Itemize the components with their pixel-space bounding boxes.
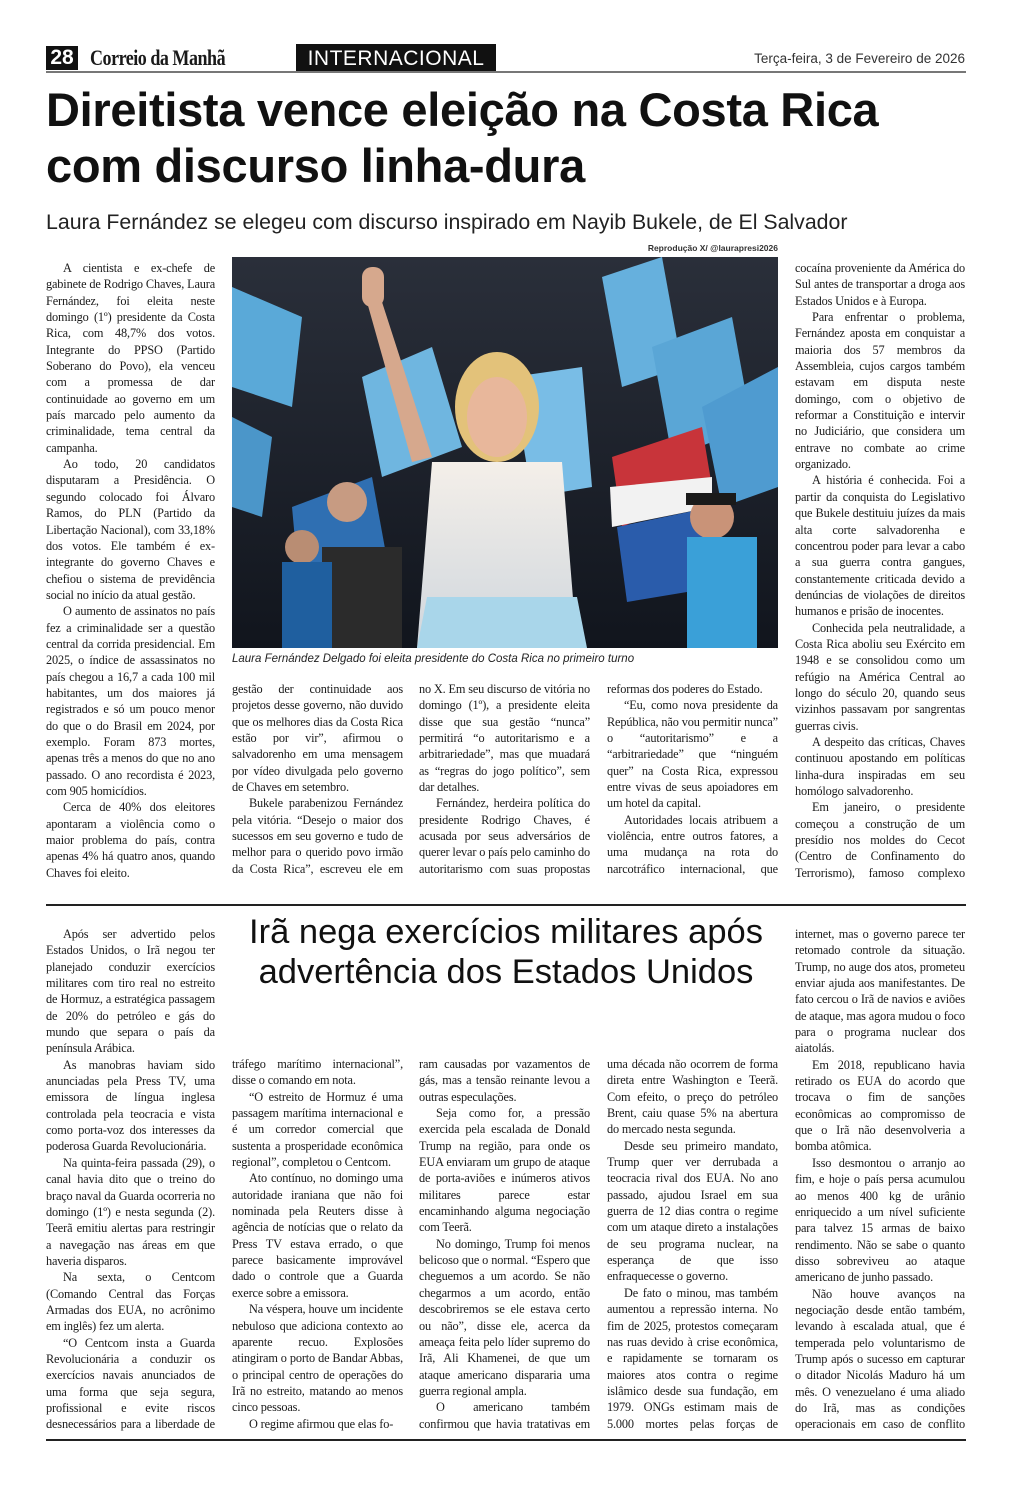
- article2-column-1: [46, 926, 215, 1432]
- article1-column-5: [795, 260, 965, 880]
- photo-caption: Laura Fernández Delgado foi eleita presidente do Costa Rica no primeiro turno: [232, 653, 635, 665]
- article-paragraph: A história é conhecida. Foi a partir da conquista do Legislativo que Bukele destituiu juízes da mais alta corte salvadorenha e concentrou poder para levar a cabo a sua guerra contra gangues, constantemente criticada devido a denúncias de violações de direitos humanos e prisão de inocentes.: [795, 473, 965, 619]
- article-paragraph: Não houve avanços na negociação desde então também, levando à escalada atual, que é temperada pelo voluntarismo de Trump após o sucesso em capturar o ditador Nicolás Maduro há um mês. O venezuelano é uma aliado do Irã, mas as condições operacionais em caso de conflito: [795, 1286, 965, 1432]
- article2-column-5: [795, 926, 965, 1434]
- article2-column-2: [232, 1056, 403, 1432]
- photo-credit: Reprodução X/ @laurapresi2026: [647, 243, 778, 253]
- article1-column-2: [232, 681, 403, 880]
- article-paragraph: reformas dos poderes do Estado.: [607, 682, 763, 696]
- article-paragraph: No domingo, Trump foi menos belicoso que o normal. “Espero que cheguemos a um acordo. Se não chegarmos a um acordo, então descobriremos se ele estava certo ou não”, disse ele, acerca da ameaça feita pelo líder supremo do Irã, Ali Khamenei, de que um ataque americano dispararia uma guerra regional ampla.: [419, 1236, 590, 1398]
- article-paragraph: Na quinta-feira passada (29), o canal havia dito que o treino do braço naval da Guarda ocorreria no domingo (1º) e nesta segunda (2). Teerã emitiu alertas para restringir a navegação nas áreas em que haveria disparos.: [46, 1155, 215, 1268]
- article-paragraph: Na véspera, houve um incidente nebuloso que adiciona contexto ao aparente recuo. Explosões atingiram o porto de Bandar Abbas, o principal centro de operações do Irã no estreito, matando ao menos cinco pessoas.: [232, 1302, 403, 1415]
- page-number: 28: [46, 46, 78, 70]
- article-headline: Direitista vence eleição na Costa Rica com discurso linha-dura: [46, 83, 879, 192]
- section-label: INTERNACIONAL: [296, 44, 496, 72]
- article-paragraph: Seja como for, a pressão exercida pela escalada de Donald Trump na região, para onde os EUA enviaram um grupo de ataque de porta-aviões e inúmeros ativos militares parece estar encaminhando alguma negociação com Teerã.: [419, 1106, 590, 1235]
- article-paragraph: Após ser advertido pelos Estados Unidos, o Irã negou ter planejado conduzir exercícios militares com tiro real no estreito de Hormuz, a estratégica passagem de 20% do petróleo e gás do mundo que separa o país da península Arábica.: [46, 927, 215, 1056]
- article-paragraph: cocaína proveniente da América do Sul antes de transportar a droga aos Estados Unidos e à Europa.: [795, 261, 965, 308]
- article-paragraph: ram causadas por vazamentos de gás, mas a tensão reinante levou a outras especulações.: [419, 1057, 590, 1104]
- article-paragraph: Em 2018, republicano havia retirado os EUA do acordo que trocava o fim de sanções econômicas ao compromisso de que o Irã não desenvolveria a bomba atômica.: [795, 1057, 965, 1154]
- article1-column-3: [419, 681, 590, 880]
- article-paragraph: A cientista e ex-chefe de gabinete de Rodrigo Chaves, Laura Fernández, foi eleita neste domingo (1º) presidente da Costa Rica, com 48,7% dos votos. Integrante do PPSO (Partido Soberano do Povo), ela venceu com a promessa de dar continuidade ao governo em um país marcado pelo aumento da criminalidade, tema central da campanha.: [46, 261, 215, 455]
- article-paragraph: gestão der continuidade aos projetos desse governo, não duvido que os melhores dias da Costa Rica estão por vir”, afirmou o salvadorenho em uma mensagem por vídeo divulgada pelo governo de Chaves em setembro.: [232, 682, 403, 795]
- issue-date: Terça-feira, 3 de Fevereiro de 2026: [754, 51, 965, 66]
- article-paragraph: Ao todo, 20 candidatos disputaram a Presidência. O segundo colocado foi Álvaro Ramos, do PLN (Partido da Libertação Nacional), com 33,18% dos votos. Ele também é ex-integrante do governo Chaves e chefiou o sistema de previdência social no início da atual gestão.: [46, 457, 215, 602]
- article-paragraph: uma década não ocorrem de forma direta entre Washington e Teerã. Com efeito, o preço do petróleo Brent, caiu quase 5% na abertura do mercado nesta segunda.: [607, 1057, 778, 1137]
- article-paragraph: Desde seu primeiro mandato, Trump quer ver derrubada a teocracia rival dos EUA. No ano passado, ajudou Israel em sua guerra de 12 dias contra o regime com um ataque direto a instalações de seu programa nuclear, na esperança de que isso enfraquecesse o governo.: [607, 1138, 778, 1284]
- article-paragraph: no X. Em seu discurso de vitória no domingo (1º), a presidente eleita disse que sua gestão “nunca” permitirá “o autoritarismo e a arbitrariedade”, mas que muadará as “regras do jogo político”, sem dar detalhes.: [419, 682, 590, 795]
- article-paragraph: Cerca de 40% dos eleitores apontaram a violência como o maior problema do país, contra apenas 4% há quatro anos, quando Chaves foi eleito.: [46, 800, 215, 880]
- article-paragraph: O aumento de assinatos no país fez a criminalidade ser a questão central da corrida presidencial. Em 2025, o índice de assassinatos no país chegou a 16,7 a cada 100 mil habitantes, um dos maiores já registrados e só um pouco menor do que o do Brasil em 2024, por exemplo. Foram 873 mortes, apenas três a menos do que no ano passado. O ano recordista é 2023, com 905 homicídios.: [46, 604, 215, 798]
- article-paragraph: Isso desmontou o arranjo ao fim, e hoje o país persa acumulou ao menos 400 kg de urânio enriquecido a um nível suficiente para talvez 15 armas de baixo rendimento. Não se sabe o quanto disso sobreviveu ao ataque americano de junho passado.: [795, 1155, 965, 1285]
- article-paragraph: Para enfrentar o problema, Fernández aposta em conquistar a maioria dos 57 membros da Assembleia, cujos cargos também estavam em disputa neste domingo, com o objetivo de reformar a Constituição e intervir no Judiciário, que considera um entrave no combate ao crime organizado.: [795, 310, 965, 472]
- article-paragraph: Em janeiro, o presidente começou a construção de um presídio nos moldes do Cecot (Centro de Confinamento do Terrorismo), famoso complexo: [795, 800, 965, 880]
- article-paragraph: Bukele parabenizou Fernández pela vitória. “Desejo o maior dos sucessos em seu governo e tudo de melhor para o querido povo irmão da Costa Rica”, escreveu ele em: [232, 796, 403, 876]
- article-paragraph: Fernández, herdeira política do presidente Rodrigo Chaves, é acusada por seus adversários de querer levar o país pelo caminho do autoritarismo com suas propostas: [419, 796, 590, 876]
- article-paragraph: tráfego marítimo internacional”, disse o comando em nota.: [232, 1057, 403, 1088]
- article2-headline: Irã nega exercícios militares após advertência dos Estados Unidos: [249, 913, 763, 991]
- article-paragraph: As manobras haviam sido anunciadas pela Press TV, uma emissora de língua inglesa controlada pela teocracia e vista como porta-voz dos interesses da poderosa Guarda Revolucionária.: [46, 1057, 215, 1154]
- article-paragraph: A despeito das críticas, Chaves continuou apostando em políticas linha-dura inspiradas em seu homólogo salvadorenho.: [795, 734, 965, 798]
- photo-illustration: [232, 257, 778, 648]
- article-paragraph: Autoridades locais atribuem a violência, entre outros fatores, a uma mudança na rota do narcotráfico internacional, que: [607, 812, 778, 876]
- article-photo: [232, 257, 778, 648]
- article2-column-4: [607, 1056, 778, 1432]
- article2-column-3: [419, 1056, 590, 1432]
- article-paragraph: “Eu, como nova presidente da República, não vou permitir nunca” o “autoritarismo” e a “arbitrariedade” que “ninguém quer” na Costa Rica, expressou entre vivas de seus apoiadores em um hotel da capital.: [607, 698, 778, 811]
- article-paragraph: Conhecida pela neutralidade, a Costa Rica aboliu seu Exército em 1948 e se consolidou como um refúgio na América Central ao longo do século 20, quando seus vizinhos passavam por sangrentas guerras civis.: [795, 620, 965, 733]
- article-divider: [46, 904, 966, 906]
- header-divider: [46, 71, 966, 73]
- article-paragraph: “O Centcom insta a Guarda Revolucionária a conduzir os exercícios navais anunciados de uma forma que seja segura, profissional e evite riscos desnecessários para a liberdade de: [46, 1335, 215, 1432]
- article-paragraph: O regime afirmou que elas fo-: [249, 1416, 394, 1431]
- article-paragraph: internet, mas o governo parece ter retomado controle da situação. Trump, no auge dos atos, prometeu enviar ajuda aos manifestantes. De fato cercou o Irã de navios e aviões de ataque, mas agora mudou o foco para o programa nuclear dos aiatolás.: [795, 927, 965, 1056]
- article1-column-4: [607, 681, 778, 880]
- newspaper-logo: Correio da Manhã: [90, 45, 226, 70]
- article-paragraph: De fato o minou, mas também aumentou a repressão interna. No fim de 2025, protestos começaram nas ruas devido à crise econômica, e rapidamente se tornaram os maiores atos contra o regime islâmico desde sua fundação, em 1979. ONGs estimam mais de 5.000 mortes pelas forças de: [607, 1285, 778, 1431]
- article-paragraph: “O estreito de Hormuz é uma passagem marítima internacional e é um corredor comercial que sustenta a prosperidade econômica regional”, completou o Centcom.: [232, 1089, 403, 1170]
- article-paragraph: Ato contínuo, no domingo uma autoridade iraniana que não foi nominada pela Reuters disse à agência de notícias que o relato da Press TV estava errado, o que parece basicamente improvável dado o controle que a Guarda exerce sobre a emissora.: [232, 1171, 403, 1300]
- footer-divider: [46, 1439, 966, 1441]
- article-subhead: Laura Fernández se elegeu com discurso inspirado em Nayib Bukele, de El Salvador: [46, 210, 848, 234]
- article-paragraph: O americano também confirmou que havia tratativas em: [419, 1400, 590, 1431]
- article-paragraph: Na sexta, o Centcom (Comando Central das Forças Armadas dos EUA, no acrônimo em inglês) fez um alerta.: [46, 1270, 215, 1334]
- article1-column-1: [46, 260, 215, 880]
